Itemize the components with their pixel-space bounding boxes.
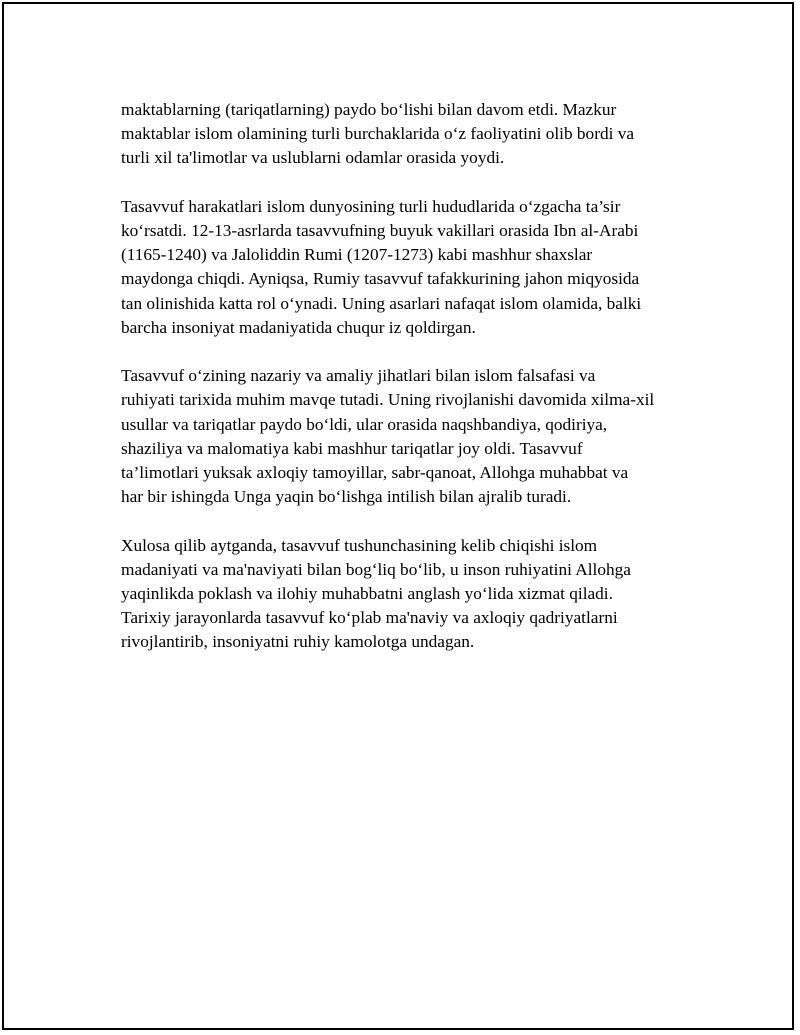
text-line: tan olinishida katta rol o‘ynadi. Uning asarlari nafaqat islom olamida, balki <box>121 293 642 313</box>
text-line: madaniyati va ma'naviyati bilan bog‘liq bo‘lib, u inson ruhiyatini Allohga <box>121 559 631 579</box>
text-line: Tasavvuf harakatlari islom dunyosining turli hududlarida o‘zgacha ta’sir <box>121 196 621 216</box>
text-line: ko‘rsatdi. 12-13-asrlarda tasavvufning buyuk vakillari orasida Ibn al-Arabi <box>121 221 639 240</box>
document-body <box>121 98 701 679</box>
paragraph-4 <box>121 534 701 655</box>
text-line: ruhiyati tarixida muhim mavqe tutadi. Uning rivojlanishi davomida xilma-xil <box>121 390 655 410</box>
text-line: ta’limotlari yuksak axloqiy tamoyillar, sabr-qanoat, Allohga muhabbat va <box>121 463 629 483</box>
paragraph-2 <box>121 195 701 340</box>
text-line: Tasavvuf o‘zining nazariy va amaliy jihatlari bilan islom falsafasi va <box>121 366 596 386</box>
text-line: yaqinlikda poklash va ilohiy muhabbatni anglash yo‘lida xizmat qiladi. <box>121 584 613 604</box>
text-line: har bir ishingda Unga yaqin bo‘lishga intilish bilan ajralib turadi. <box>121 487 572 507</box>
text-line: (1165-1240) va Jaloliddin Rumi (1207-1273) kabi mashhur shaxslar <box>121 245 593 265</box>
text-line: maktablar islom olamining turli burchaklarida o‘z faoliyatini olib bordi va <box>121 124 635 144</box>
page-frame <box>2 2 794 1030</box>
text-line: rivojlantirib, insoniyatni ruhiy kamolotga undagan. <box>121 632 475 652</box>
paragraph-3 <box>121 364 701 509</box>
text-line: maydonga chiqdi. Ayniqsa, Rumiy tasavvuf tafakkurining jahon miqyosida <box>121 269 640 289</box>
text-line: turli xil ta'limotlar va uslublarni odamlar orasida yoydi. <box>121 148 505 168</box>
text-line: Tarixiy jarayonlarda tasavvuf ko‘plab ma'naviy va axloqiy qadriyatlarni <box>121 608 618 628</box>
text-line: maktablarning (tariqatlarning) paydo bo‘lishi bilan davom etdi. Mazkur <box>121 100 617 119</box>
text-line: barcha insoniyat madaniyatida chuqur iz qoldirgan. <box>121 317 476 337</box>
text-line: usullar va tariqatlar paydo bo‘ldi, ular orasida naqshbandiya, qodiriya, <box>121 414 608 434</box>
text-line: shaziliya va malomatiya kabi mashhur tariqatlar joy oldi. Tasavvuf <box>121 438 583 458</box>
text-line: Xulosa qilib aytganda, tasavvuf tushunchasining kelib chiqishi islom <box>121 535 598 555</box>
paragraph-1 <box>121 98 701 171</box>
